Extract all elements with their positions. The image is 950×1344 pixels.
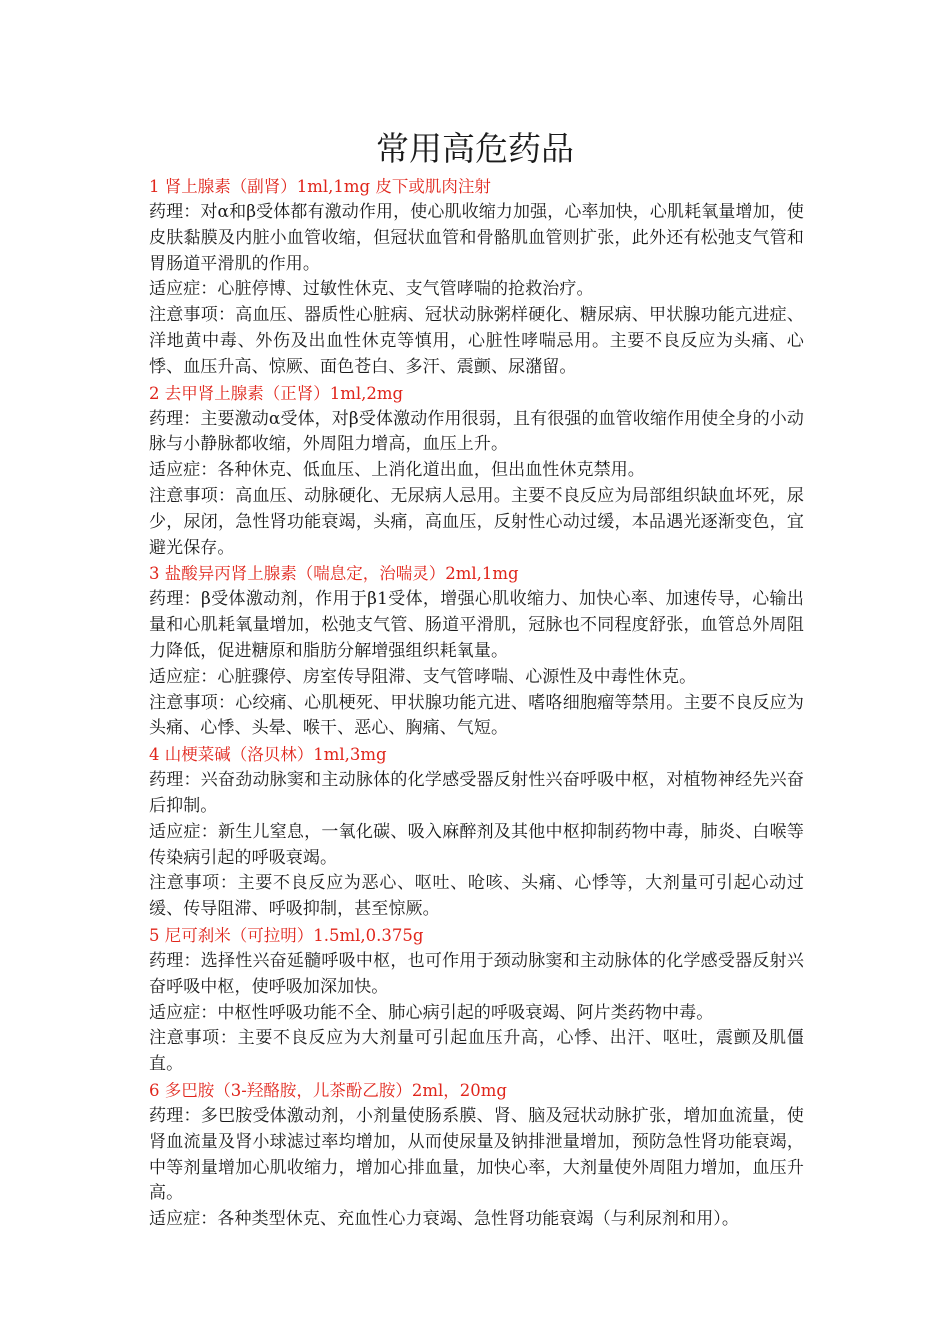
section-heading: 4 山梗菜碱（洛贝林）1ml,3mg bbox=[149, 745, 387, 765]
precautions-paragraph: 注意事项：高血压、动脉硬化、无尿病人忌用。主要不良反应为局部组织缺血坏死，尿少，尿闭，急性肾功能衰竭，头痛，高血压，反射性心动过缓，本品遇光逐渐变色，宜避光保存。 bbox=[149, 485, 804, 558]
section-heading: 3 盐酸异丙肾上腺素（喘息定，治喘灵）2ml,1mg bbox=[149, 564, 519, 584]
page-title: 常用高危药品 bbox=[376, 129, 574, 168]
drug-section-5 bbox=[149, 923, 804, 1078]
pharmacology-paragraph: 药理：多巴胺受体激动剂，小剂量使肠系膜、肾、脑及冠状动脉扩张，增加血流量，使肾血流量及肾小球滤过率均增加，从而使尿量及钠排泄量增加，预防急性肾功能衰竭，中等剂量增加心肌收缩力，增加心排血量，加快心率，大剂量使外周阻力增加，血压升高。 bbox=[149, 1105, 804, 1204]
indications-paragraph: 适应症：心脏停博、过敏性休克、支气管哮喘的抢救治疗。 bbox=[149, 279, 594, 300]
section-heading: 6 多巴胺（3-羟酪胺，儿茶酚乙胺）2ml，20mg bbox=[149, 1080, 507, 1100]
precautions-paragraph: 注意事项：心绞痛、心肌梗死、甲状腺功能亢进、嗜咯细胞瘤等禁用。主要不良反应为头痛、心悸、头晕、喉干、恶心、胸痛、气短。 bbox=[149, 692, 804, 739]
section-heading: 5 尼可刹米（可拉明）1.5ml,0.375g bbox=[149, 925, 424, 945]
section-heading: 2 去甲肾上腺素（正肾）1ml,2mg bbox=[149, 383, 404, 403]
pharmacology-paragraph: 药理：主要激动α受体，对β受体激动作用很弱，且有很强的血管收缩作用使全身的小动脉与小静脉都收缩，外周阻力增高，血压上升。 bbox=[149, 408, 804, 455]
drug-section-4 bbox=[149, 742, 804, 923]
precautions-paragraph: 注意事项：主要不良反应为大剂量可引起血压升高，心悸、出汗、呕吐，震颤及肌僵直。 bbox=[149, 1028, 804, 1075]
section-heading: 1 肾上腺素（副肾）1ml,1mg 皮下或肌肉注射 bbox=[149, 177, 491, 196]
pharmacology-paragraph: 药理：选择性兴奋延髓呼吸中枢，也可作用于颈动脉窦和主动脉体的化学感受器反射兴奋呼吸中枢，使呼吸加深加快。 bbox=[149, 950, 804, 997]
drug-section-2 bbox=[149, 381, 804, 562]
drug-section-1 bbox=[149, 174, 804, 381]
indications-paragraph: 适应症：新生儿窒息，一氧化碳、吸入麻醉剂及其他中枢抑制药物中毒，肺炎、白喉等传染病引起的呼吸衰竭。 bbox=[149, 821, 804, 868]
pharmacology-paragraph: 药理：β受体激动剂，作用于β1受体，增强心肌收缩力、加快心率、加速传导，心输出量和心肌耗氧量增加，松弛支气管、肠道平滑肌，冠脉也不同程度舒张，血管总外周阻力降低，促进糖原和脂肪分解增强组织耗氧量。 bbox=[149, 589, 804, 661]
indications-paragraph: 适应症：心脏骤停、房室传导阻滞、支气管哮喘、心源性及中毒性休克。 bbox=[149, 666, 697, 687]
precautions-paragraph: 注意事项：主要不良反应为恶心、呕吐、呛咳、头痛、心悸等，大剂量可引起心动过缓、传导阻滞、呼吸抑制，甚至惊厥。 bbox=[149, 873, 804, 920]
drug-section-3 bbox=[149, 561, 804, 742]
indications-paragraph: 适应症：各种休克、低血压、上消化道出血，但出血性休克禁用。 bbox=[149, 460, 645, 481]
drug-section-6 bbox=[149, 1078, 804, 1233]
document-body bbox=[149, 174, 804, 1233]
pharmacology-paragraph: 药理：兴奋劲动脉窦和主动脉体的化学感受器反射性兴奋呼吸中枢，对植物神经先兴奋后抑制。 bbox=[149, 770, 804, 816]
precautions-paragraph: 注意事项：高血压、器质性心脏病、冠状动脉粥样硬化、糖尿病、甲状腺功能亢进症、洋地黄中毒、外伤及出血性休克等慎用，心脏性哮喘忌用。主要不良反应为头痛、心悸、血压升高、惊厥、面色苍白、多汗、震颤、尿潴留。 bbox=[149, 305, 804, 377]
indications-paragraph: 适应症：各种类型休克、充血性心力衰竭、急性肾功能衰竭（与利尿剂和用）。 bbox=[149, 1209, 739, 1230]
pharmacology-paragraph: 药理：对α和β受体都有激动作用，使心肌收缩力加强，心率加快，心肌耗氧量增加，使皮肤黏膜及内脏小血管收缩，但冠状血管和骨骼肌血管则扩张，此外还有松弛支气管和胃肠道平滑肌的作用。 bbox=[149, 202, 804, 274]
indications-paragraph: 适应症：中枢性呼吸功能不全、肺心病引起的呼吸衰竭、阿片类药物中毒。 bbox=[149, 1002, 714, 1023]
